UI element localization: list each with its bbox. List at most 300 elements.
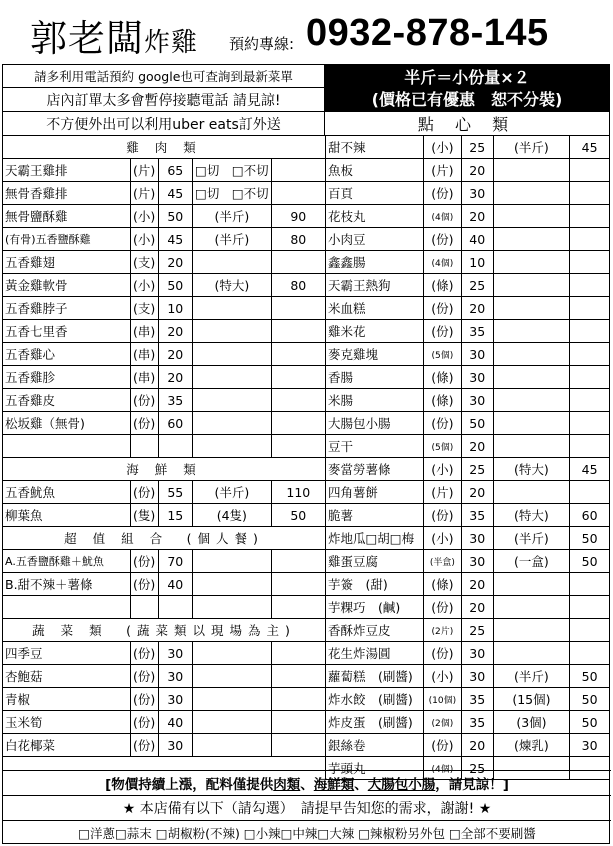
item-price-2 [570,205,610,228]
item-unit: (條) [423,573,461,596]
veg-section [3,619,326,642]
item-option [193,366,272,389]
price-notice-meat: 肉類 [273,777,301,793]
item-unit: (份) [423,228,461,251]
blank-option [193,596,272,619]
item-unit: (份) [423,596,461,619]
item-unit: (份) [130,688,158,711]
shop-name-suffix: 炸雞 [144,28,199,58]
item-name: 豆干 [326,435,424,458]
item-unit: (串) [130,366,158,389]
item-price: 30 [461,366,493,389]
item-price-2 [570,228,610,251]
chicken-row [3,366,326,389]
item-price-2: 30 [570,734,610,757]
price-notice [3,770,611,795]
veg-row [3,688,326,711]
snack-row [326,251,610,274]
item-name: A.五香鹽酥雞＋魷魚 [3,550,131,573]
snack-row [326,297,610,320]
item-price: 60 [158,412,192,435]
blank-name [3,435,131,458]
notice-2: 店內訂單太多會暫停接聽電話 請見諒! [3,88,325,112]
item-name: 青椒 [3,688,131,711]
item-option: (特大) [493,504,570,527]
item-name: 百頁 [326,182,424,205]
item-price-2 [570,182,610,205]
snack-row [326,228,610,251]
item-option [493,596,570,619]
item-price: 40 [461,228,493,251]
item-price: 30 [461,665,493,688]
item-name: 大腸包小腸 [326,412,424,435]
item-price-2 [570,435,610,458]
item-option: (半斤) [193,481,272,504]
blank-row [3,596,326,619]
item-name: 五香魷魚 [3,481,131,504]
item-price-2 [271,366,325,389]
chicken-row [3,297,326,320]
snack-row [326,596,610,619]
item-price-2: 60 [570,504,610,527]
blank-unit [130,596,158,619]
item-name: 小肉豆 [326,228,424,251]
item-option: (半斤) [193,205,272,228]
item-unit: (份) [423,182,461,205]
item-price: 30 [158,665,192,688]
item-option [193,412,272,435]
veg-section-title: 蔬 菜 類 (蔬菜類以現場為主) [3,619,326,642]
chicken-section [3,136,326,159]
snack-row [326,665,610,688]
price-notice-sep-1: 、 [300,777,314,793]
chicken-row [3,274,326,297]
item-option [493,412,570,435]
item-name: 無骨香雞排 [3,182,131,205]
combo-row [3,550,326,573]
item-price-2 [271,389,325,412]
item-price-2 [271,343,325,366]
item-option [493,389,570,412]
item-name: 魚板 [326,159,424,182]
snack-row [326,389,610,412]
item-price-2 [570,343,610,366]
item-unit: (份) [130,642,158,665]
item-option-empty [193,573,272,596]
item-name: 米血糕 [326,297,424,320]
item-name: 花生炸湯圓 [326,642,424,665]
item-unit: (小) [130,228,158,251]
seafood-row [3,504,326,527]
header [0,0,613,64]
item-name: 雞蛋豆腐 [326,550,424,573]
combo-row [3,573,326,596]
snack-row [326,527,610,550]
snack-row [326,136,610,159]
item-unit: (份) [130,665,158,688]
notice-1: 請多利用電話預約 google也可查詢到最新菜單 [3,65,325,88]
item-price-2 [271,159,325,182]
notice-3: 不方便外出可以利用uber eats訂外送 [3,112,325,136]
item-name: 玉米筍 [3,711,131,734]
price-notice-suffix: ，請見諒！] [435,777,509,793]
price-notice-sep-2: 、 [354,777,368,793]
options-checklist[interactable]: □洋蔥□蒜末 □胡椒粉(不辣) □小辣□中辣□大辣 □辣椒粉另外包 □全部不要刷醬 [3,820,611,845]
item-option [493,366,570,389]
item-price: 25 [461,274,493,297]
item-price-2-empty [271,573,325,596]
item-price: 20 [461,205,493,228]
item-name: 香腸 [326,366,424,389]
item-price: 30 [158,734,192,757]
veg-row [3,734,326,757]
item-name: 雞米花 [326,320,424,343]
veg-row [3,665,326,688]
left-menu-table [2,135,326,757]
item-price: 25 [461,136,493,159]
item-name: 杏鮑菇 [3,665,131,688]
item-option [493,274,570,297]
item-unit: (份) [130,389,158,412]
snack-row [326,274,610,297]
item-name: 炸水餃 (刷醬) [326,688,424,711]
item-name: 炸皮蛋 (刷醬) [326,711,424,734]
item-option: (半斤) [193,228,272,251]
item-price: 50 [461,412,493,435]
snack-row [326,619,610,642]
item-option [493,182,570,205]
item-name: 芋粿巧 (鹹) [326,596,424,619]
item-option [493,619,570,642]
item-price-2-empty [271,665,325,688]
phone-number[interactable]: 0932-878-145 [306,12,549,54]
item-price-2 [570,366,610,389]
item-price: 40 [158,711,192,734]
item-name: 甜不辣 [326,136,424,159]
item-unit: (份) [130,550,158,573]
item-option-empty [193,550,272,573]
item-unit: (小) [423,665,461,688]
item-price: 30 [461,389,493,412]
menu-board [2,64,610,844]
snack-row [326,573,610,596]
item-price: 20 [158,366,192,389]
snack-row [326,320,610,343]
item-name: (有骨)五香鹽酥雞 [3,228,131,251]
item-unit: (支) [130,251,158,274]
item-unit: (條) [423,366,461,389]
item-name: 麥當勞薯條 [326,458,424,481]
seafood-section-title: 海 鮮 類 [3,458,326,481]
snack-row [326,343,610,366]
item-option: (半斤) [493,527,570,550]
item-price: 40 [158,573,192,596]
item-unit: (份) [423,297,461,320]
item-price-2 [271,297,325,320]
item-option [193,297,272,320]
item-name: 五香雞心 [3,343,131,366]
snack-row [326,550,610,573]
chicken-row [3,343,326,366]
item-price: 10 [158,297,192,320]
price-notice-seafood: 海鮮類 [313,777,355,793]
item-price: 35 [461,711,493,734]
price-notice-sausage: 大腸包小腸 [367,777,436,793]
item-price-2 [271,412,325,435]
item-option-empty [193,734,272,757]
item-option [193,389,272,412]
right-menu-table [325,135,610,780]
item-price: 20 [461,573,493,596]
item-name: 米腸 [326,389,424,412]
item-price-2 [570,481,610,504]
banner-line-1: 半斤＝小份量×２ [404,67,530,87]
item-name: 黃金雞軟骨 [3,274,131,297]
snack-row [326,688,610,711]
item-price-2: 50 [570,550,610,573]
item-price: 20 [158,251,192,274]
snack-section-title: 點 心 類 [325,112,609,136]
item-price-2 [271,182,325,205]
item-unit: (條) [423,389,461,412]
item-unit: (片) [130,182,158,205]
item-option: (半斤) [493,665,570,688]
blank-name [3,596,131,619]
item-price-2: 50 [570,711,610,734]
item-option-empty [193,711,272,734]
item-price-2: 80 [271,228,325,251]
item-unit: (2個) [423,711,461,734]
item-price-2-empty [271,642,325,665]
item-price-2 [570,274,610,297]
item-price-2: 45 [570,136,610,159]
item-price: 30 [461,550,493,573]
item-name: 無骨鹽酥雞 [3,205,131,228]
item-price: 20 [461,596,493,619]
item-price: 20 [158,320,192,343]
item-price-2: 50 [570,688,610,711]
item-price: 45 [158,182,192,205]
item-price-2 [570,412,610,435]
item-price: 30 [158,642,192,665]
chicken-row [3,389,326,412]
item-price: 30 [461,343,493,366]
snack-row [326,159,610,182]
item-unit: (5個) [423,343,461,366]
options-title: ★ 本店備有以下（請勾選） 請提早告知您的需求，謝謝! ★ [3,795,611,820]
item-price: 20 [461,435,493,458]
item-price: 30 [461,182,493,205]
item-price-2 [570,642,610,665]
snack-row [326,412,610,435]
item-unit: (半盒) [423,550,461,573]
item-unit: (小) [423,458,461,481]
item-unit: (隻) [130,504,158,527]
item-price: 35 [461,320,493,343]
seafood-row [3,481,326,504]
item-unit: (支) [130,297,158,320]
blank-unit [130,435,158,458]
blank-price [158,435,192,458]
item-price-2: 50 [570,665,610,688]
item-price: 25 [461,458,493,481]
item-unit: (份) [423,734,461,757]
item-option [493,320,570,343]
item-name: 麥克雞塊 [326,343,424,366]
item-price-2 [570,320,610,343]
item-price-2: 90 [271,205,325,228]
blank-price-2 [271,435,325,458]
item-option [493,228,570,251]
chicken-row [3,320,326,343]
item-price-2 [570,297,610,320]
item-name: 松坂雞（無骨) [3,412,131,435]
item-name: 五香雞翅 [3,251,131,274]
item-unit: (小) [130,205,158,228]
item-unit: (片) [423,159,461,182]
item-price: 50 [158,205,192,228]
item-name: 四角薯餅 [326,481,424,504]
item-price-2: 45 [570,458,610,481]
item-price: 20 [158,343,192,366]
snack-row [326,458,610,481]
item-price-2 [570,619,610,642]
snack-row [326,435,610,458]
item-option [493,205,570,228]
item-unit: (份) [130,711,158,734]
snack-row [326,481,610,504]
item-price-2-empty [271,688,325,711]
item-option-empty [193,665,272,688]
item-unit: (4個) [423,251,461,274]
item-name: 香酥炸豆皮 [326,619,424,642]
item-unit: (小) [423,527,461,550]
item-option: □切 □不切 [193,182,272,205]
item-price-2 [271,320,325,343]
snack-row [326,504,610,527]
item-option: (3個) [493,711,570,734]
item-price-2 [570,573,610,596]
item-price: 20 [461,297,493,320]
item-name: 花枝丸 [326,205,424,228]
item-option [193,343,272,366]
item-price: 30 [461,642,493,665]
item-price-2 [570,251,610,274]
item-option: □切 □不切 [193,159,272,182]
price-notice-prefix: [物價持續上漲，配料僅提供 [105,777,274,793]
item-unit: (份) [130,481,158,504]
item-option [493,435,570,458]
chicken-section-title: 雞 肉 類 [3,136,326,159]
item-option [193,251,272,274]
item-unit: (串) [130,320,158,343]
item-name: 四季豆 [3,642,131,665]
item-option [493,481,570,504]
item-unit: (片) [130,159,158,182]
item-unit: (份) [130,412,158,435]
item-name: 天霸王熱狗 [326,274,424,297]
item-unit: (小) [423,136,461,159]
item-unit: (4個) [423,205,461,228]
item-unit: (小) [130,274,158,297]
item-price: 10 [461,251,493,274]
item-price: 20 [461,734,493,757]
chicken-row [3,182,326,205]
chicken-row [3,228,326,251]
item-name: 蘿蔔糕 (刷醬) [326,665,424,688]
item-unit: (份) [423,412,461,435]
seafood-section [3,458,326,481]
item-unit: (5個) [423,435,461,458]
item-price-2 [570,159,610,182]
item-option [493,297,570,320]
item-price: 25 [461,619,493,642]
snack-row [326,642,610,665]
item-price: 30 [158,688,192,711]
item-name: 五香雞胗 [3,366,131,389]
blank-price [158,596,192,619]
item-price: 20 [461,159,493,182]
item-unit: (2片) [423,619,461,642]
item-price: 65 [158,159,192,182]
veg-row [3,711,326,734]
item-option: (特大) [493,458,570,481]
item-unit: (片) [423,481,461,504]
item-option [493,159,570,182]
item-name: 芋簽 (甜) [326,573,424,596]
combo-section-title: 超 值 組 合 (個人餐) [3,527,326,550]
item-price-2 [570,596,610,619]
item-price: 45 [158,228,192,251]
item-price: 35 [158,389,192,412]
item-price: 50 [158,274,192,297]
item-unit: (串) [130,343,158,366]
snack-row [326,734,610,757]
item-price-2-empty [271,734,325,757]
item-option: (半斤) [493,136,570,159]
item-name: 白花椰菜 [3,734,131,757]
chicken-row [3,251,326,274]
item-option [493,251,570,274]
snack-row [326,366,610,389]
item-name: 銀絲卷 [326,734,424,757]
item-option-empty [193,642,272,665]
item-unit: (份) [130,734,158,757]
item-unit: (10個) [423,688,461,711]
item-unit: (份) [423,504,461,527]
blank-option [193,435,272,458]
item-name: 五香雞皮 [3,389,131,412]
chicken-row [3,159,326,182]
snack-row [326,182,610,205]
half-portion-banner [325,65,609,112]
shop-name: 郭老闆炸雞 [30,17,199,60]
item-name: B.甜不辣＋薯條 [3,573,131,596]
item-option [493,343,570,366]
item-name: 炸地瓜□胡□梅 [326,527,424,550]
item-option-empty [193,688,272,711]
item-name: 芋頭丸 [326,757,424,780]
chicken-row [3,205,326,228]
item-option [493,573,570,596]
item-price: 35 [461,504,493,527]
item-name: 脆薯 [326,504,424,527]
item-option: (一盒) [493,550,570,573]
item-option: (4隻) [193,504,272,527]
item-price-2-empty [271,550,325,573]
item-option [193,320,272,343]
item-unit: (份) [130,573,158,596]
